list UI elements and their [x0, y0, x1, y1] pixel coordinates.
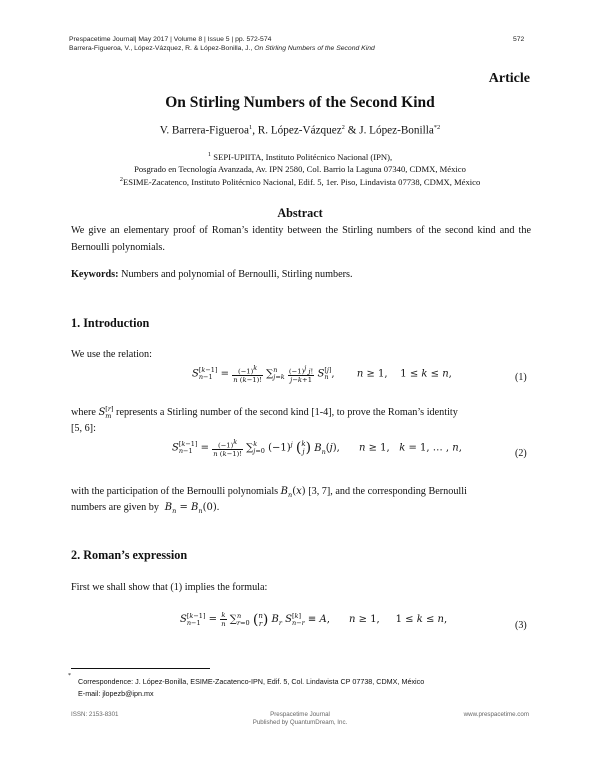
running-header-line2 [69, 45, 375, 52]
section-1-p3-cont-text: numbers are given by [71, 502, 162, 513]
article-type-label: Article [488, 71, 530, 86]
author-2-affil: 2 [341, 124, 345, 131]
affiliation-1b: Posgrado en Tecnología Avanzada, Av. IPN 2580, Col. Barrio la Laguna 07340, CDMX, México [134, 164, 466, 174]
footer-publisher: Published by QuantumDream, Inc. [252, 719, 348, 726]
equation-3-number: (3) [515, 620, 527, 631]
footer-website: www.prespacetime.com [463, 711, 529, 718]
footer-issn: ISSN: 2153-8301 [71, 711, 119, 718]
section-2-p1: First we shall show that (1) implies the formula: [71, 582, 268, 593]
author-1: V. Barrera-Figueroa [159, 124, 249, 137]
bernoulli-number-def: $B_n = B_n(0)$ [164, 502, 217, 515]
section-1-p3-mid: [3, 7], and the corresponding Bernoulli [305, 486, 467, 497]
abstract-heading: Abstract [277, 206, 323, 220]
header-title: On Stirling Numbers of the Second Kind [254, 45, 375, 52]
author-3: & J. López-Bonilla [344, 124, 434, 137]
section-1-p3-cont [71, 499, 219, 520]
affiliation-2 [0, 176, 600, 187]
author-3-affil: *2 [433, 124, 441, 131]
affiliation-1-marker: 1 [207, 151, 212, 158]
affiliation-1 [0, 151, 600, 162]
abstract-text: We give an elementary proof of Roman’s identity between the Stirling numbers of the second kind and the Bernoulli polynomials. [71, 225, 531, 253]
section-1-p3-end: . [216, 502, 220, 513]
footnote-line2: E-mail: jlopezb@ipn.mx [78, 689, 154, 698]
section-1-p1: We use the relation: [71, 349, 152, 360]
running-header-line1: Prespacetime Journal| May 2017 | Volume 8 | Issue 5 | pp. 572-574 [69, 36, 272, 43]
author-line [0, 124, 600, 137]
section-1-p3-start: with the participation of the Bernoulli polynomials [71, 486, 281, 497]
footnote-marker: * [68, 673, 71, 679]
section-1-heading: 1. Introduction [71, 316, 150, 330]
affiliation-2-marker: 2 [119, 176, 123, 183]
footnote-line1: Correspondence: J. López-Bonilla, ESIME-Zacatenco-IPN, Edif. 5, Col. Lindavista CP 07738, CDMX, México [78, 677, 425, 686]
equation-3: S [k−1] n−1 = $\frac{k}{n}$ ∑ n r=0 (n r) $B_r$ S [k] n−r ≡ A, n ≥ 1, 1 ≤ k ≤ n, [180, 611, 448, 628]
footer-journal: Prespacetime Journal [270, 711, 330, 718]
footnote-rule [71, 668, 210, 669]
equation-2-number: (2) [515, 448, 527, 459]
section-1-p2-refs: [5, 6]: [71, 423, 96, 434]
equation-1: S [k−1] n−1 = $\frac{(-1)^k}{n (k-1)!}$ ∑ n j=k $\frac{(-1)^j j!}{j-k+1}$ S [j] n , n ≥ 1, 1 ≤ k ≤ n, [192, 364, 452, 385]
author-2: , R. López-Vázquez [252, 124, 342, 137]
equation-2: S [k−1] n−1 = $\frac{(-1)^k}{n (k-1)!}$ ∑ k j=0 $(-1)^j$ (k j) $B_n(j)$, n ≥ 1, k = 1, … , n, [172, 438, 462, 459]
section-1-p2-end: represents a Stirling number of the second kind [1-4], to prove the Roman’s identity [113, 407, 458, 418]
author-1-affil: 1 [248, 124, 253, 131]
page-number: 572 [513, 36, 525, 43]
section-1-p2 [71, 404, 458, 421]
equation-1-number: (1) [515, 372, 527, 383]
bernoulli-poly-symbol: $B_n(x)$ [280, 486, 306, 499]
section-1-p2-start: where [71, 407, 99, 418]
header-authors: Barrera-Figueroa, V., López-Vázquez, R. & López-Bonilla, J., [69, 45, 255, 52]
keywords [71, 266, 353, 283]
section-2-heading: 2. Roman’s expression [71, 548, 188, 562]
keywords-label: Keywords: [71, 269, 119, 280]
stirling-symbol: S [r] m [98, 404, 114, 420]
paper-title: On Stirling Numbers of the Second Kind [165, 94, 435, 111]
affiliation-2-text: ESIME-Zacatenco, Instituto Politécnico Nacional, Edif. 5, 1er. Piso, Lindavista 07738, CDMX, México [122, 176, 481, 187]
keywords-text: Numbers and polynomial of Bernoulli, Stirling numbers. [118, 269, 353, 280]
affiliation-1-text: SEPI-UPIITA, Instituto Politécnico Nacional (IPN), [211, 151, 393, 162]
